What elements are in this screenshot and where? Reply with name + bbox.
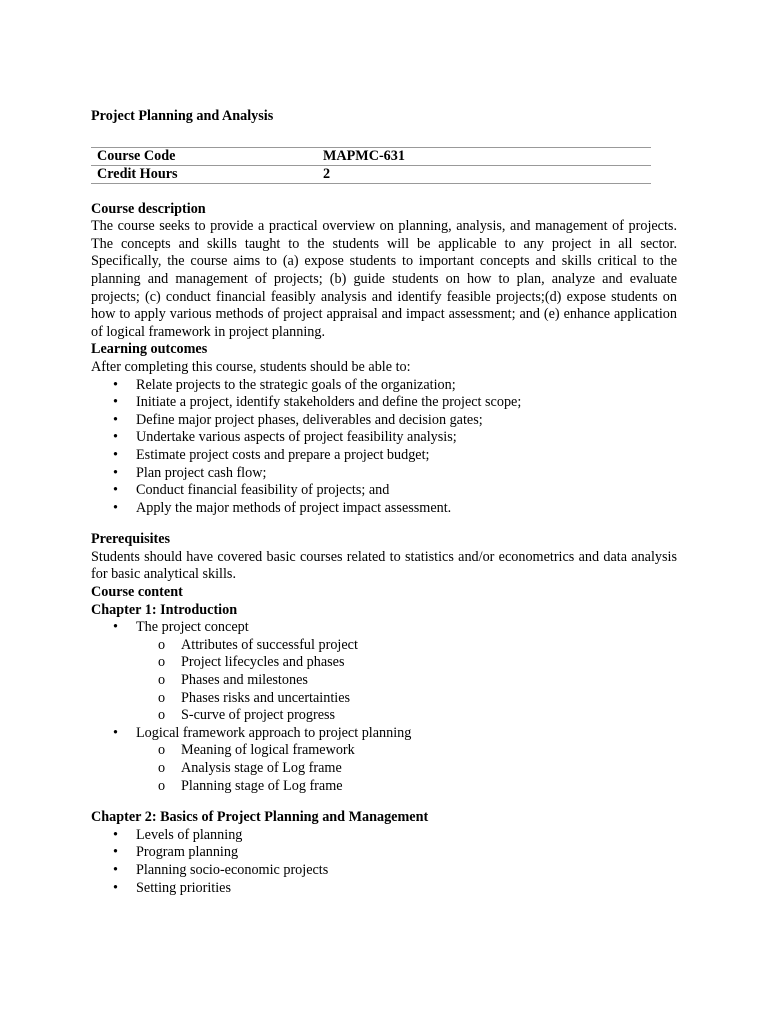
chapter-1-subtopics-2 [91, 742, 677, 795]
subtopic-label: Planning stage of Log frame [181, 777, 343, 794]
bullet-icon: • [113, 619, 118, 636]
subtopic-label: Attributes of successful project [181, 636, 358, 653]
spacer [91, 517, 677, 531]
subtopic-label: Analysis stage of Log frame [181, 760, 342, 776]
circle-bullet-icon: o [158, 760, 166, 776]
list-item [91, 377, 677, 395]
spacer [91, 795, 677, 809]
list-item [91, 429, 677, 447]
list-item [91, 844, 677, 862]
list-item-text: Levels of planning [136, 826, 243, 843]
list-item [91, 827, 677, 845]
subtopic-label: Phases risks and uncertainties [181, 689, 351, 706]
list-item [91, 465, 677, 483]
list-item [91, 412, 677, 430]
list-item [91, 619, 677, 637]
list-item [91, 482, 677, 500]
topic-label: The project concept [136, 619, 249, 636]
list-item-text: Planning socio-economic projects [136, 861, 329, 878]
list-item [91, 447, 677, 465]
circle-bullet-icon: o [158, 636, 166, 653]
chapter-1-subtopics-1 [91, 637, 677, 725]
list-item [91, 637, 677, 655]
credit-hours-label: Credit Hours [91, 165, 317, 183]
list-item-text: Apply the major methods of project impact assessment. [136, 499, 452, 516]
bullet-icon: • [113, 724, 118, 741]
list-item [91, 707, 677, 725]
chapter-2-title: Chapter 2: Basics of Project Planning and Management [91, 809, 429, 826]
bullet-icon: • [113, 826, 118, 843]
circle-bullet-icon: o [158, 689, 166, 706]
learning-outcomes-intro: After completing this course, students should be able to: [91, 358, 411, 375]
list-item [91, 778, 677, 796]
bullet-icon: • [113, 376, 118, 393]
list-item-text: Program planning [136, 844, 239, 861]
bullet-icon: • [113, 394, 118, 411]
list-item-text: Undertake various aspects of project feasibility analysis; [136, 429, 457, 446]
bullet-icon: • [113, 861, 118, 878]
list-item [91, 725, 677, 743]
list-item [91, 862, 677, 880]
subtopic-label: Meaning of logical framework [181, 742, 355, 759]
bullet-icon: • [113, 879, 118, 896]
bullet-icon: • [113, 429, 118, 446]
bullet-icon: • [113, 499, 118, 516]
learning-outcomes-list [91, 377, 677, 518]
subtopic-label: Phases and milestones [181, 672, 308, 689]
bullet-icon: • [113, 411, 118, 428]
list-item-text: Estimate project costs and prepare a project budget; [136, 446, 430, 463]
credit-hours-value: 2 [317, 165, 651, 183]
circle-bullet-icon: o [158, 654, 166, 671]
list-item [91, 394, 677, 412]
list-item-text: Setting priorities [136, 879, 231, 896]
list-item [91, 500, 677, 518]
bullet-icon: • [113, 482, 118, 499]
circle-bullet-icon: o [158, 672, 166, 689]
chapter-2-items [91, 827, 677, 897]
list-item [91, 760, 677, 778]
prerequisites-heading: Prerequisites [91, 531, 171, 548]
list-item [91, 880, 677, 898]
circle-bullet-icon: o [158, 777, 166, 794]
chapter-1-topics [91, 619, 677, 637]
prerequisites-text: Students should have covered basic courses related to statistics and/or econometrics and data analysis for basic analytical skills. [91, 548, 677, 583]
table-row [91, 165, 651, 183]
bullet-icon: • [113, 464, 118, 481]
list-item [91, 672, 677, 690]
course-description-heading: Course description [91, 200, 206, 217]
subtopic-label: S-curve of project progress [181, 707, 336, 724]
course-code-label: Course Code [91, 147, 317, 165]
course-code-value: MAPMC-631 [317, 147, 651, 165]
course-info-table [91, 147, 651, 184]
bullet-icon: • [113, 844, 118, 861]
course-description-text: The course seeks to provide a practical overview on planning, analysis, and management of projects. The concepts and skills taught to the students will be applicable to any project in all sector. Specifically, the course aims to (a) expose students to important concepts and skills critical to the planning and management of projects; (b) guide students on how to plan, analyze and evaluate projects; (c) conduct financial feasibly analysis and identify feasible projects;(d) expose students on how to apply various methods of project appraisal and impact assessment; and (e) enhance application of logical framework in project planning. [91, 218, 677, 340]
circle-bullet-icon: o [158, 707, 166, 724]
document-title: Project Planning and Analysis [91, 108, 274, 124]
list-item-text: Plan project cash flow; [136, 464, 267, 481]
list-item [91, 742, 677, 760]
course-content-heading: Course content [91, 584, 183, 601]
topic-label: Logical framework approach to project planning [136, 724, 412, 741]
document-page [91, 108, 677, 897]
list-item-text: Conduct financial feasibility of projects; and [136, 482, 390, 499]
subtopic-label: Project lifecycles and phases [181, 654, 345, 671]
list-item-text: Define major project phases, deliverables and decision gates; [136, 411, 483, 428]
chapter-1-topics-2 [91, 725, 677, 743]
circle-bullet-icon: o [158, 742, 166, 759]
list-item [91, 654, 677, 672]
list-item-text: Initiate a project, identify stakeholders and define the project scope; [136, 394, 522, 411]
learning-outcomes-heading: Learning outcomes [91, 341, 208, 358]
list-item [91, 690, 677, 708]
list-item-text: Relate projects to the strategic goals of the organization; [136, 376, 456, 393]
table-row [91, 147, 651, 165]
chapter-1-title: Chapter 1: Introduction [91, 601, 238, 618]
bullet-icon: • [113, 446, 118, 463]
